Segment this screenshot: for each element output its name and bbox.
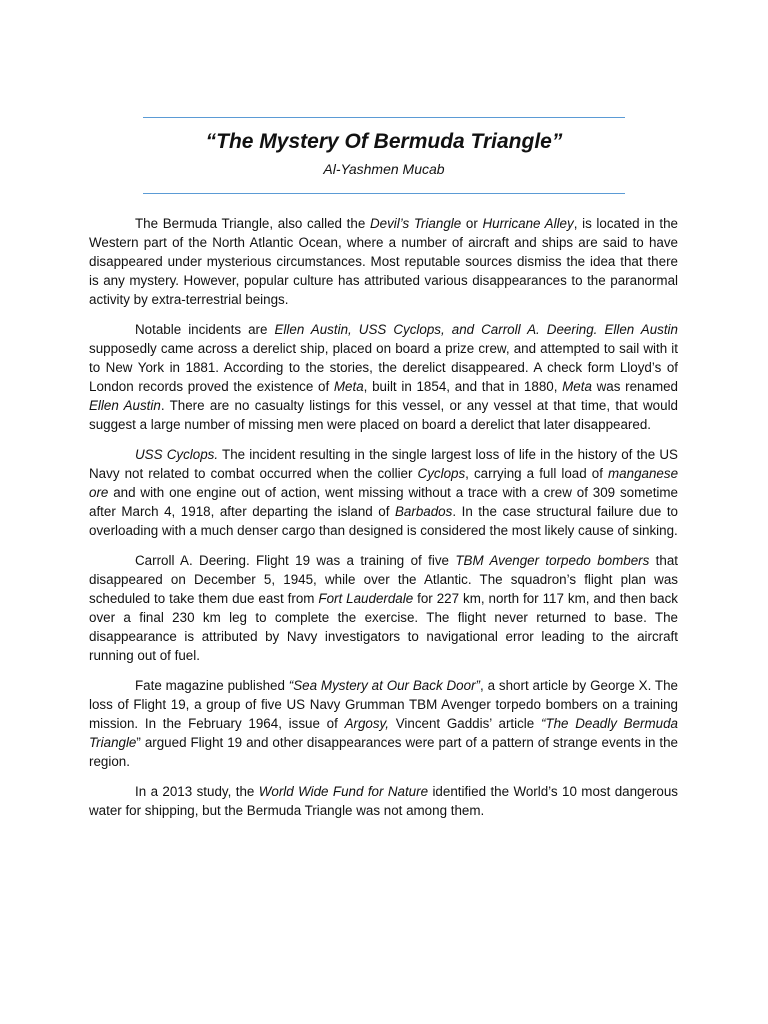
paragraph-text: , built in 1854, and that in 1880, xyxy=(363,379,563,394)
paragraph-text: that disappeared on December 5, 1945, while over the Atlantic. The squadron’s flight plan was scheduled to take them due east from xyxy=(89,553,679,606)
body-paragraph xyxy=(89,445,678,540)
italic-text: TBM Avenger torpedo bombers xyxy=(455,553,650,568)
paragraph-text: . There are no casualty listings for this vessel, or any vessel at that time, that would suggest a large number of missing men were placed on board a derelict that later disappeared. xyxy=(89,398,678,432)
italic-text: Fort Lauderdale xyxy=(318,591,414,606)
italic-text: Cyclops xyxy=(417,466,466,481)
document-body xyxy=(89,214,678,831)
paragraph-text: Carroll A. Deering. Flight 19 was a training of five xyxy=(135,553,456,568)
paragraph-text: Vincent Gaddis’ article xyxy=(388,716,541,731)
body-paragraph xyxy=(89,551,678,665)
paragraph-text: identified the World’s 10 most dangerous water for shipping, but the Bermuda Triangle was not among them. xyxy=(89,784,678,818)
paragraph-text: , is located in the Western part of the North Atlantic Ocean, where a number of aircraft and ships are said to have disappeared under mysterious circumstances. Most reputable sources dismiss the idea that there is any mystery. However, popular culture has attributed various disappearances to the paranormal activity by extra-terrestrial beings. xyxy=(89,216,678,307)
body-paragraph xyxy=(89,320,678,434)
italic-text: Ellen Austin xyxy=(89,398,161,413)
italic-text: Barbados xyxy=(395,504,453,519)
paragraph-text: The Bermuda Triangle, also called the xyxy=(135,216,370,231)
italic-text: “The Deadly Bermuda Triangle xyxy=(89,716,678,750)
body-paragraph xyxy=(89,214,678,309)
paragraph-text: for 227 km, north for 117 km, and then back over a final 230 km leg to complete the exercise. The flight never returned to base. The disappearance is attributed by Navy investigators to navigational error leading to the aircraft running out of fuel. xyxy=(89,591,679,663)
italic-text: World Wide Fund for Nature xyxy=(258,784,429,799)
paragraph-text: or xyxy=(461,216,483,231)
italic-text: Devil’s Triangle xyxy=(369,216,462,231)
title-rule-bottom xyxy=(143,193,625,194)
paragraph-text: The incident resulting in the single largest loss of life in the history of the US Navy not related to combat occurred when the collier xyxy=(89,447,678,481)
paragraph-text: , carrying a full load of xyxy=(465,466,609,481)
paragraph-text: supposedly came across a derelict ship, placed on board a prize crew, and attempted to sail with it to New York in 1881. According to the stories, the derelict disappeared. A check form Lloyd’s of London records proved the existence of xyxy=(89,341,678,394)
paragraph-text: and with one engine out of action, went missing without a trace with a crew of 309 sometime after March 4, 1918, after departing the island of xyxy=(89,485,678,519)
document-author: Al-Yashmen Mucab xyxy=(323,161,445,177)
paragraph-text: Fate magazine published xyxy=(135,678,289,693)
italic-text: “Sea Mystery at Our Back Door” xyxy=(288,678,480,693)
italic-text: Meta xyxy=(562,379,592,394)
paragraph-text: ” argued Flight 19 and other disappearances were part of a pattern of strange events in the region. xyxy=(89,735,678,769)
paragraph-text: was renamed xyxy=(591,379,678,394)
document-title: “The Mystery Of Bermuda Triangle” xyxy=(205,130,563,153)
italic-text: manganese ore xyxy=(89,466,679,500)
paragraph-text: . In the case structural failure due to overloading with a much denser cargo than designed is considered the most likely cause of sinking. xyxy=(89,504,678,538)
body-paragraph xyxy=(89,782,678,820)
paragraph-text: Notable incidents are xyxy=(135,322,275,337)
title-rule-top xyxy=(143,117,625,118)
italic-text: Argosy, xyxy=(344,716,389,731)
paragraph-text: In a 2013 study, the xyxy=(135,784,259,799)
italic-text: Ellen Austin, USS Cyclops, and Carroll A. Deering. Ellen Austin xyxy=(274,322,678,337)
body-paragraph xyxy=(89,676,678,771)
italic-text: Hurricane Alley xyxy=(482,216,574,231)
paragraph-text: , a short article by George X. The loss of Flight 19, a group of five US Navy Grumman TBM Avenger torpedo bombers on a training mission. In the February 1964, issue of xyxy=(89,678,678,731)
italic-text: USS Cyclops. xyxy=(135,447,219,462)
italic-text: Meta xyxy=(333,379,364,394)
